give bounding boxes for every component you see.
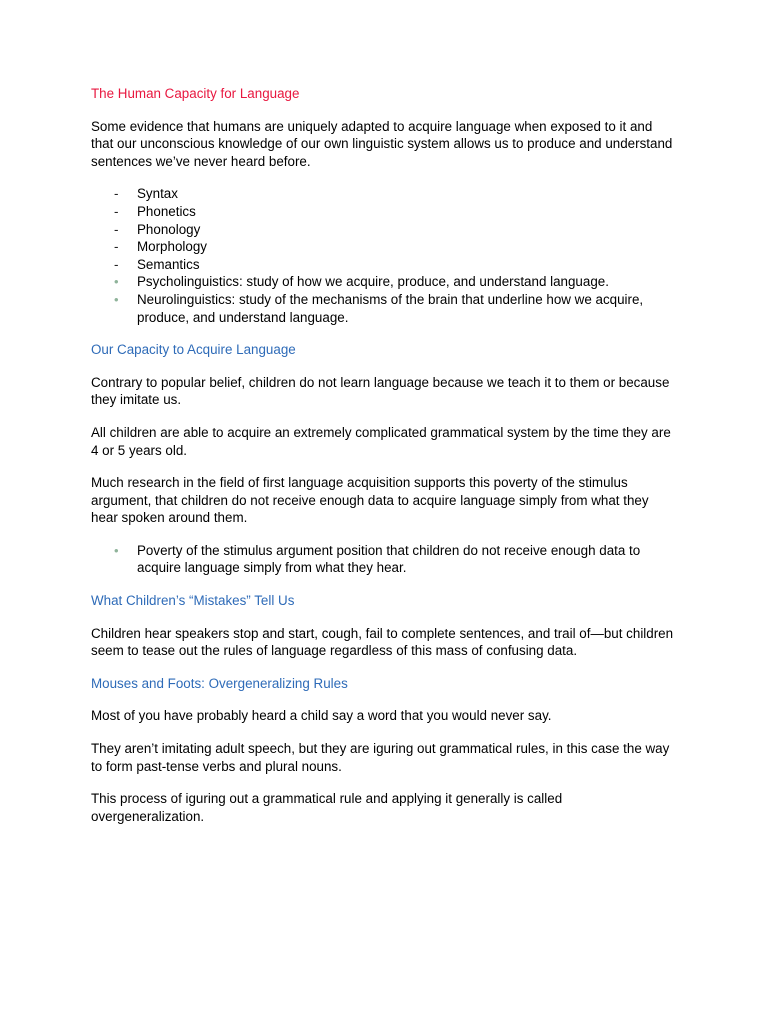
bullet-marker: •	[114, 274, 119, 290]
poverty-list	[91, 542, 678, 577]
paragraph: Much research in the field of first language acquisition supports this poverty of the stimulus argument, that children do not receive enough data to acquire language simply from what they hear spoken around them.	[91, 475, 649, 526]
list-item	[91, 273, 678, 291]
bullet-marker: •	[114, 542, 119, 558]
list-item-text: Neurolinguistics: study of the mechanisms of the brain that underline how we acquire, produce, and understand language.	[137, 291, 644, 325]
list-item	[91, 238, 678, 256]
list-item	[91, 203, 678, 221]
topics-list	[91, 185, 678, 326]
bullet-marker: •	[114, 291, 119, 307]
list-item	[91, 291, 678, 326]
section-heading-acquire-language: Our Capacity to Acquire Language	[91, 342, 296, 358]
paragraph: This process of iguring out a grammatical rule and applying it generally is called overgeneralization.	[91, 791, 563, 824]
section-heading-overgeneralizing: Mouses and Foots: Overgeneralizing Rules	[91, 675, 348, 691]
list-item-text: Poverty of the stimulus argument position that children do not receive enough data to acquire language simply from what they hear.	[137, 542, 641, 576]
section-heading-human-capacity: The Human Capacity for Language	[91, 86, 300, 101]
paragraph: Children hear speakers stop and start, cough, fail to complete sentences, and trail of—but children seem to tease out the rules of language regardless of this mass of confusing data.	[91, 625, 674, 659]
paragraph: Some evidence that humans are uniquely adapted to acquire language when exposed to it and that our unconscious knowledge of our own linguistic system allows us to produce and understand sentences we’ve never heard before.	[91, 118, 673, 169]
list-item-text: Psycholinguistics: study of how we acquire, produce, and understand language.	[137, 274, 609, 290]
list-item	[91, 221, 678, 239]
dash-marker: -	[114, 186, 119, 202]
list-item-text: Syntax	[137, 186, 178, 202]
list-item-text: Morphology	[137, 239, 207, 255]
dash-marker: -	[114, 256, 119, 272]
list-item	[91, 256, 678, 274]
section-heading-mistakes: What Children’s “Mistakes” Tell Us	[91, 593, 295, 609]
paragraph: They aren’t imitating adult speech, but they are iguring out grammatical rules, in this case the way to form past-tense verbs and plural nouns.	[91, 741, 670, 774]
paragraph: Most of you have probably heard a child say a word that you would never say.	[91, 708, 552, 724]
dash-marker: -	[114, 203, 119, 219]
list-item-text: Semantics	[137, 256, 200, 272]
list-item-text: Phonology	[137, 221, 201, 237]
list-item-text: Phonetics	[137, 203, 196, 219]
dash-marker: -	[114, 239, 119, 255]
paragraph: All children are able to acquire an extremely complicated grammatical system by the time they are 4 or 5 years old.	[91, 424, 671, 458]
list-item	[91, 185, 678, 203]
list-item	[91, 542, 678, 577]
paragraph: Contrary to popular belief, children do not learn language because we teach it to them or because they imitate us.	[91, 374, 670, 408]
dash-marker: -	[114, 221, 119, 237]
